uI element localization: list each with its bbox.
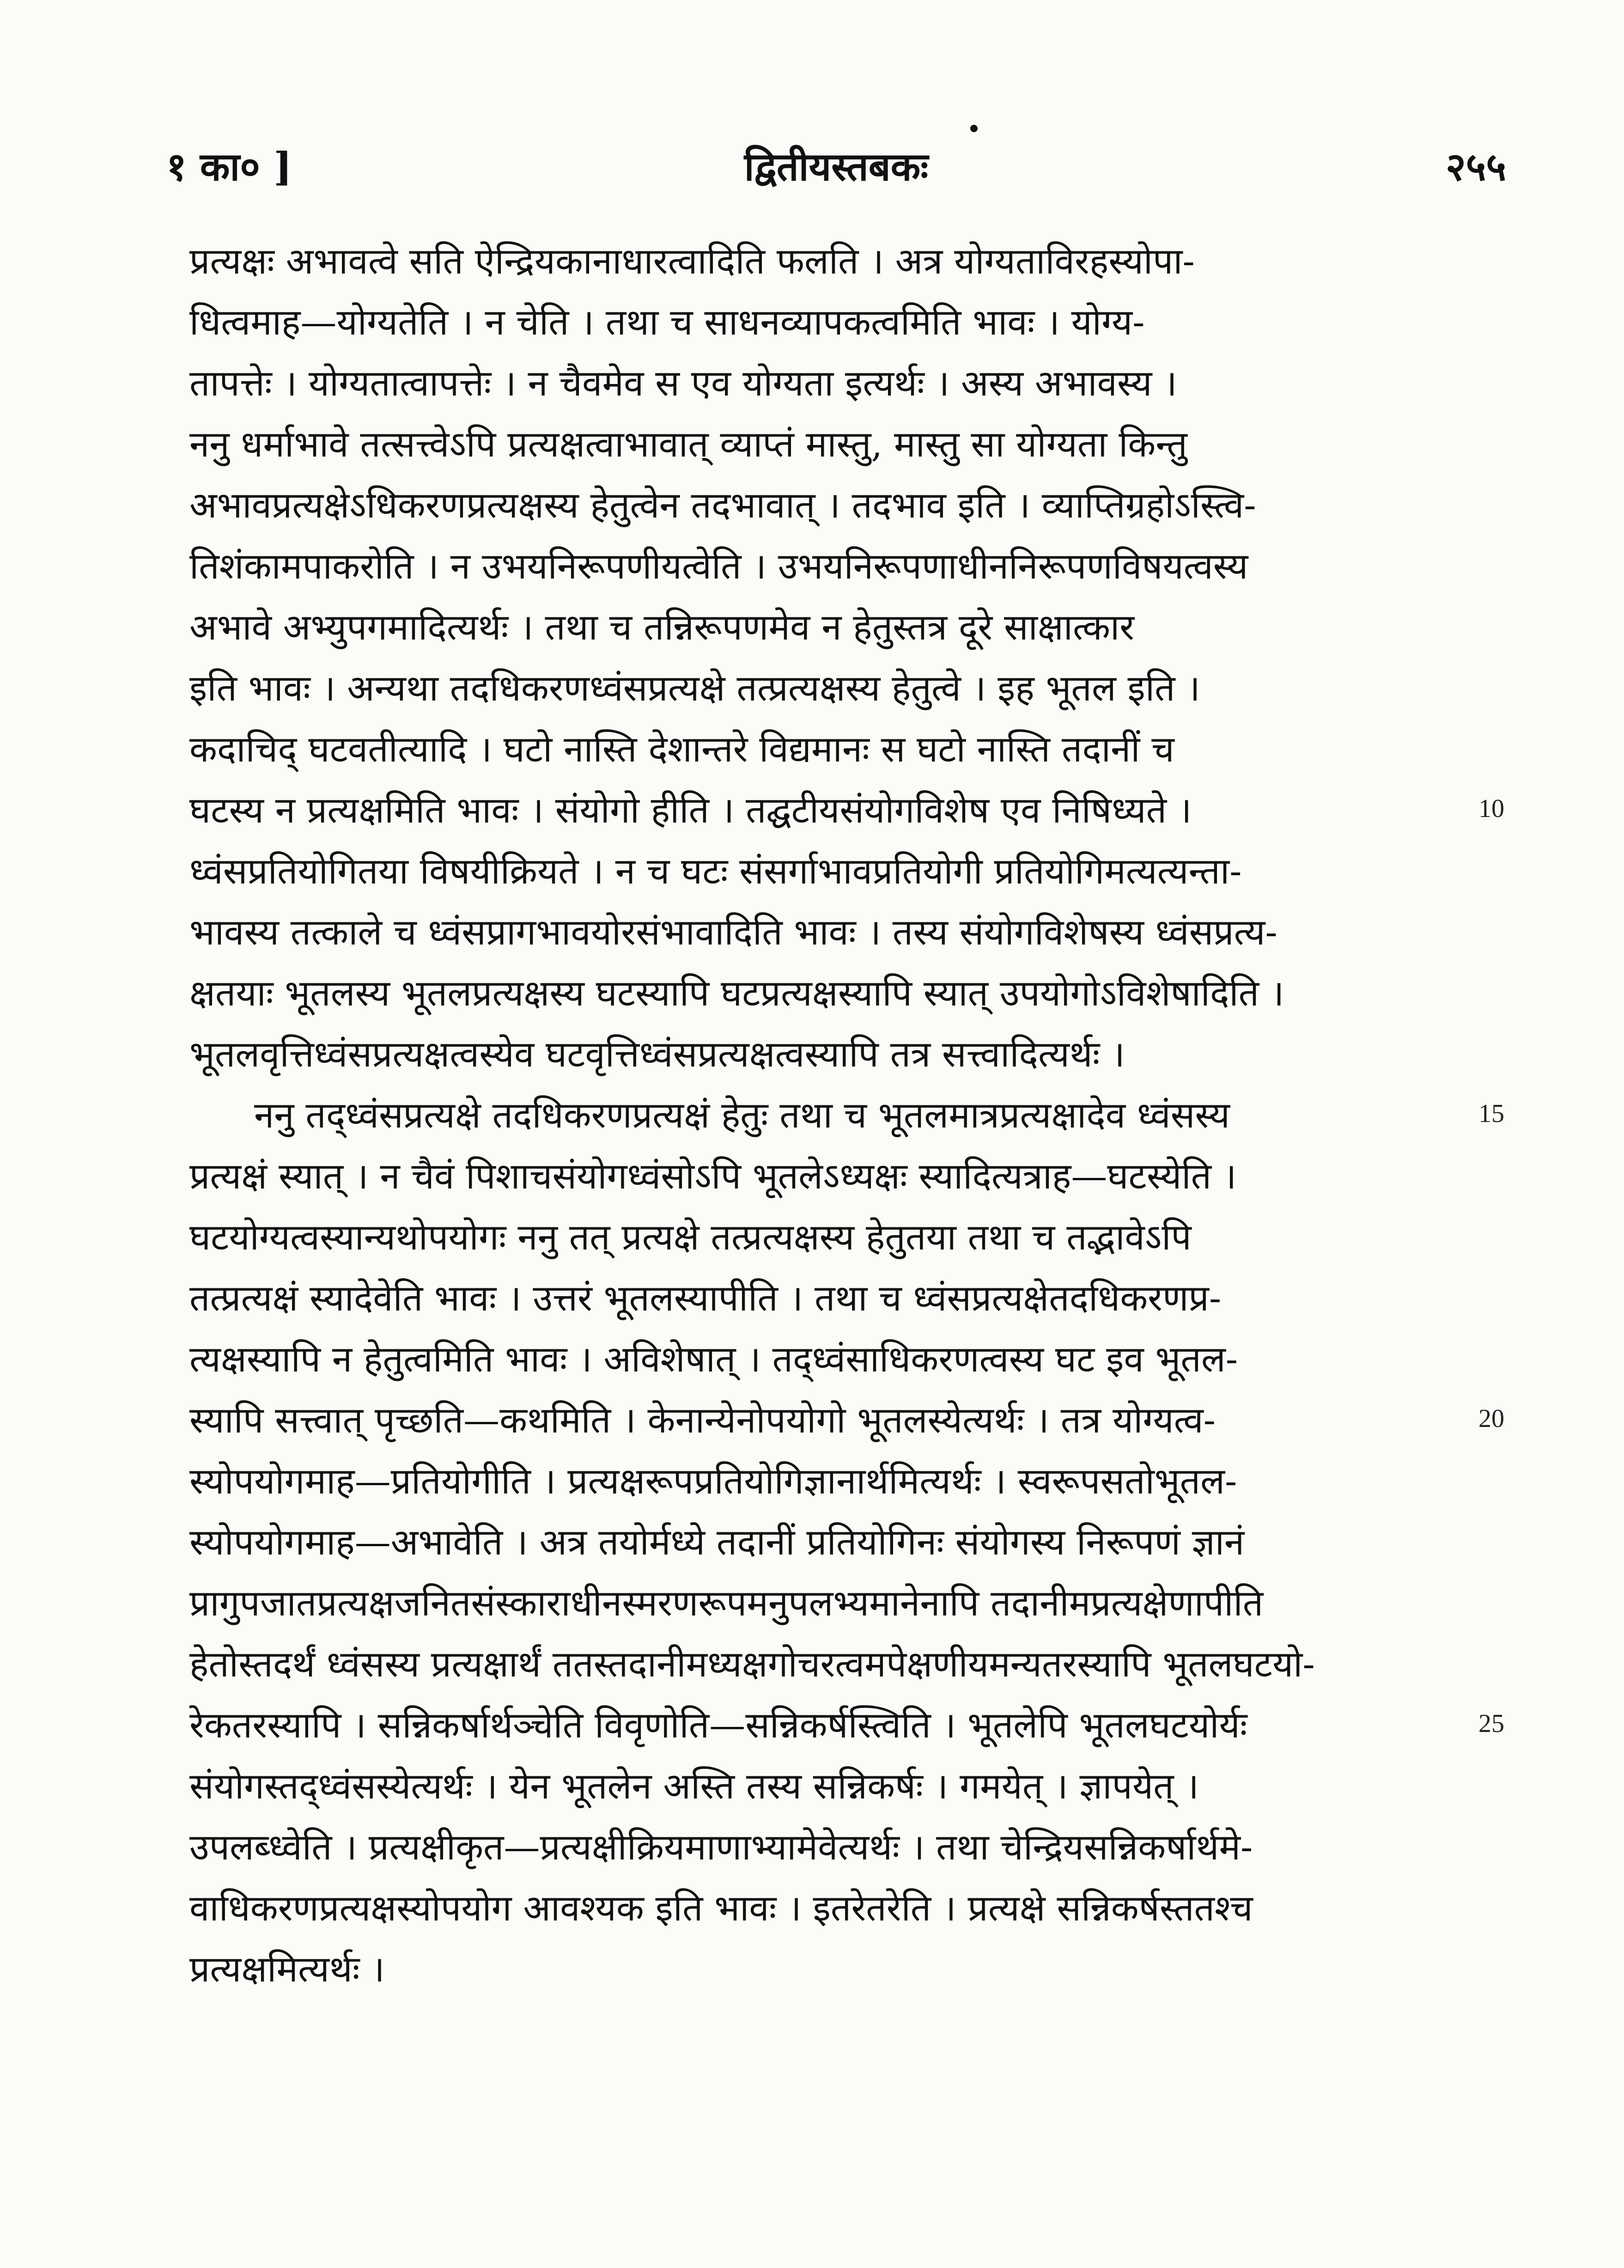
text-line: तत्प्रत्यक्षं स्यादेवेति भावः । उत्तरं भूतलस्यापीति । तथा च ध्वंसप्रत्यक्षेतदधिकरणप्र- bbox=[189, 1278, 1222, 1319]
text-line: स्यापि सत्त्वात् पृच्छति—कथमिति । केनान्येनोपयोगो भूतलस्येत्यर्थः । तत्र योग्यत्व- bbox=[189, 1400, 1216, 1441]
text-line: अभावे अभ्युपगमादित्यर्थः । तथा च तन्निरूपणमेव न हेतुस्तत्र दूरे साक्षात्कार bbox=[189, 607, 1135, 648]
text-line: ननु धर्माभावे तत्सत्त्वेऽपि प्रत्यक्षत्वाभावात् व्याप्तं मास्तु, मास्तु सा योग्यता किन्तु bbox=[189, 424, 1187, 465]
text-line: स्योपयोगमाह—अभावेति । अत्र तयोर्मध्ये तदानीं प्रतियोगिनः संयोगस्य निरूपणं ज्ञानं bbox=[189, 1522, 1245, 1563]
header-chapter-title: द्वितीयस्तबकः bbox=[744, 144, 929, 189]
text-line: धित्वमाह—योग्यतेति । न चेति । तथा च साधनव्यापकत्वमिति भावः । योग्य- bbox=[189, 302, 1145, 343]
text-line: त्यक्षस्यापि न हेतुत्वमिति भावः । अविशेषात् । तद्ध्वंसाधिकरणत्वस्य घट इव भूतल- bbox=[189, 1339, 1238, 1380]
text-line: संयोगस्तद्ध्वंसस्येत्यर्थः । येन भूतलेन अस्ति तस्य सन्निकर्षः । गमयेत् । ज्ञापयेत् । bbox=[189, 1766, 1199, 1807]
text-line: भूतलवृत्तिध्वंसप्रत्यक्षत्वस्येव घटवृत्तिध्वंसप्रत्यक्षत्वस्यापि तत्र सत्त्वादित्यर्थः । bbox=[189, 1034, 1125, 1075]
text-line: हेतोस्तदर्थं ध्वंसस्य प्रत्यक्षार्थं ततस्तदानीमध्यक्षगोचरत्वमपेक्षणीयमन्यतरस्यापि भूतलघटयो- bbox=[189, 1644, 1315, 1685]
ink-dot bbox=[970, 125, 978, 132]
text-line: इति भावः । अन्यथा तदधिकरणध्वंसप्रत्यक्षे तत्प्रत्यक्षस्य हेतुत्वे । इह भूतल इति । bbox=[189, 668, 1200, 709]
line-number: 20 bbox=[1478, 1404, 1504, 1433]
text-line: क्षतयाः भूतलस्य भूतलप्रत्यक्षस्य घटस्यापि घटप्रत्यक्षस्यापि स्यात् उपयोगोऽविशेषादिति । bbox=[189, 973, 1284, 1014]
text-line: घटस्य न प्रत्यक्षमिति भावः । संयोगो हीति । तद्घटीयसंयोगविशेष एव निषिध्यते । bbox=[189, 790, 1192, 831]
text-line: उपलब्ध्वेति । प्रत्यक्षीकृत—प्रत्यक्षीक्रियमाणाभ्यामेवेत्यर्थः । तथा चेन्द्रियसन्निकर्षार्थमे- bbox=[189, 1827, 1253, 1868]
line-number: 10 bbox=[1478, 794, 1504, 823]
text-line: तापत्तेः । योग्यतात्वापत्तेः । न चैवमेव स एव योग्यता इत्यर्थः । अस्य अभावस्य । bbox=[189, 363, 1177, 404]
header-page-number: २५५ bbox=[1445, 144, 1506, 189]
text-line: प्रागुपजातप्रत्यक्षजनितसंस्काराधीनस्मरणरूपमनुपलभ्यमानेनापि तदानीमप्रत्यक्षेणापीति bbox=[189, 1583, 1264, 1624]
line-number: 15 bbox=[1478, 1099, 1504, 1128]
text-line: प्रत्यक्षं स्यात् । न चैवं पिशाचसंयोगध्वंसोऽपि भूतलेऽध्यक्षः स्यादित्यत्राह—घटस्येति । bbox=[189, 1156, 1237, 1197]
text-line: रेकतरस्यापि । सन्निकर्षार्थञ्चेति विवृणोति—सन्निकर्षस्त्विति । भूतलेपि भूतलघटयोर्यः bbox=[189, 1705, 1247, 1746]
text-line: ध्वंसप्रतियोगितया विषयीक्रियते । न च घटः संसर्गाभावप्रतियोगी प्रतियोगिमत्यत्यन्ता- bbox=[189, 851, 1242, 892]
text-line: प्रत्यक्षमित्यर्थः । bbox=[189, 1949, 385, 1990]
text-line: स्योपयोगमाह—प्रतियोगीति । प्रत्यक्षरूपप्रतियोगिज्ञानार्थमित्यर्थः । स्वरूपसतोभूतल- bbox=[189, 1461, 1237, 1502]
text-line: कदाचिद् घटवतीत्यादि । घटो नास्ति देशान्तरे विद्यमानः स घटो नास्ति तदानीं च bbox=[189, 729, 1174, 770]
page-header bbox=[166, 139, 1506, 203]
header-section-ref: १ का० ] bbox=[166, 144, 292, 189]
text-line: ननु तद्ध्वंसप्रत्यक्षे तदधिकरणप्रत्यक्षं हेतुः तथा च भूतलमात्रप्रत्यक्षादेव ध्वंसस्य bbox=[254, 1095, 1230, 1136]
text-line: वाधिकरणप्रत्यक्षस्योपयोग आवश्यक इति भावः । इतरेतरेति । प्रत्यक्षे सन्निकर्षस्ततश्च bbox=[189, 1888, 1253, 1929]
text-line: घटयोग्यत्वस्यान्यथोपयोगः ननु तत् प्रत्यक्षे तत्प्रत्यक्षस्य हेतुतया तथा च तद्भावेऽपि bbox=[189, 1217, 1192, 1258]
text-line: तिशंकामपाकरोति । न उभयनिरूपणीयत्वेति । उभयनिरूपणाधीननिरूपणविषयत्वस्य bbox=[189, 546, 1248, 587]
text-line: अभावप्रत्यक्षेऽधिकरणप्रत्यक्षस्य हेतुत्वेन तदभावात् । तदभाव इति । व्याप्तिग्रहोऽस्त्वि- bbox=[189, 485, 1256, 526]
body-text bbox=[189, 231, 1455, 2000]
text-line: प्रत्यक्षः अभावत्वे सति ऐन्द्रियकानाधारत्वादिति फलति । अत्र योग्यताविरहस्योपा- bbox=[189, 241, 1195, 282]
text-line: भावस्य तत्काले च ध्वंसप्रागभावयोरसंभावादिति भावः । तस्य संयोगविशेषस्य ध्वंसप्रत्य- bbox=[189, 912, 1277, 953]
line-number: 25 bbox=[1478, 1709, 1504, 1738]
